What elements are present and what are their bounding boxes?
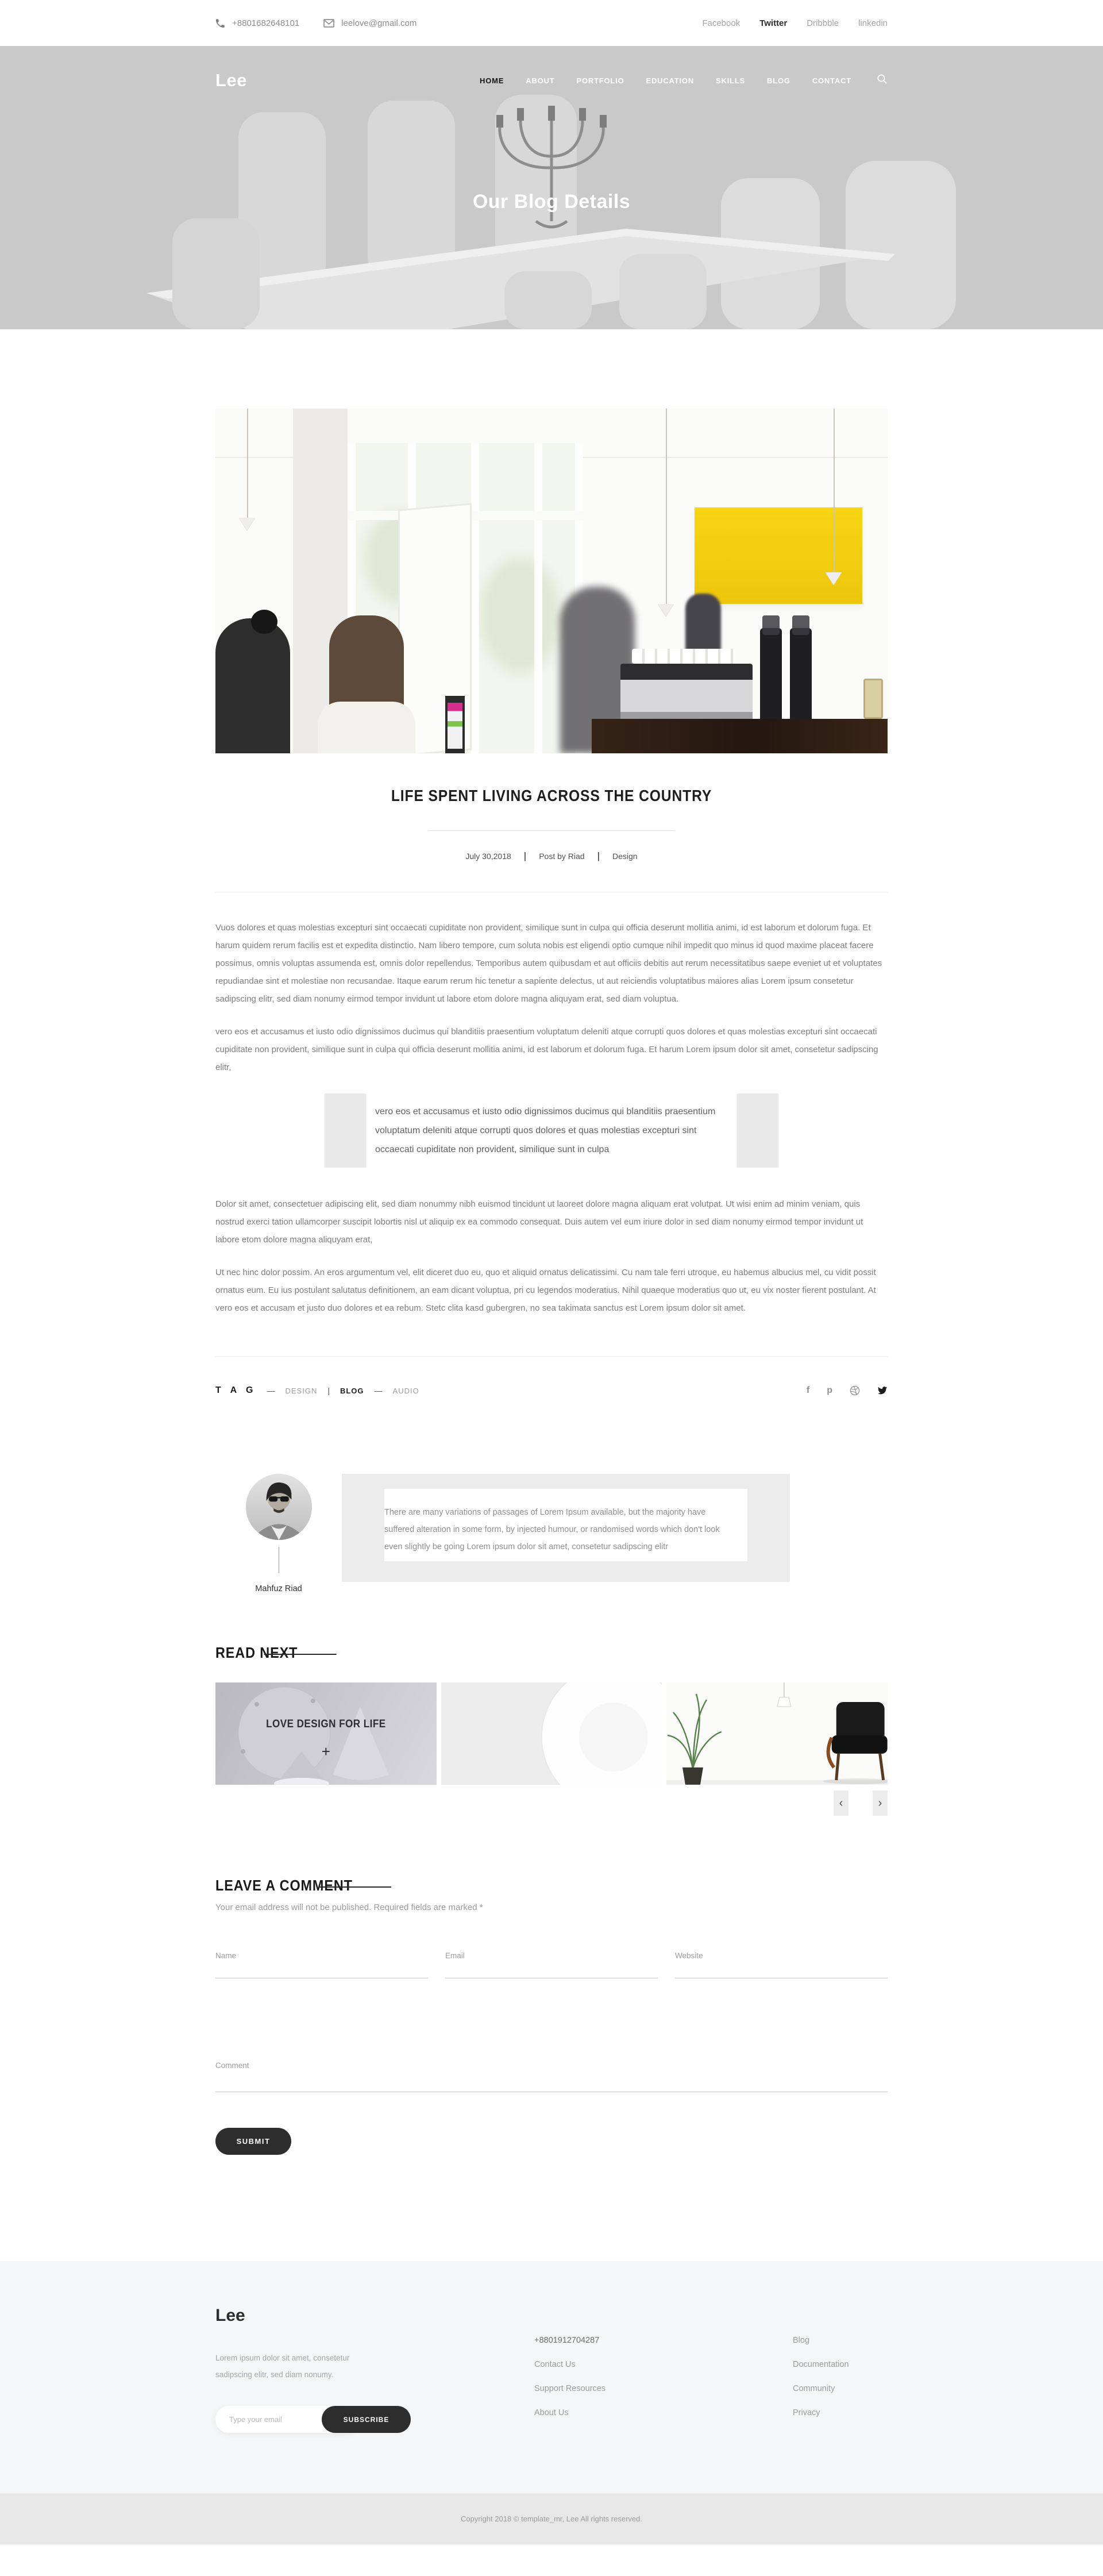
- newsletter-form: [215, 2406, 411, 2433]
- topbar: [0, 0, 1103, 46]
- phone-icon: [215, 18, 225, 28]
- name-input[interactable]: [215, 1960, 428, 1978]
- footer-links-column-2: [793, 2336, 849, 2417]
- heading-line: [264, 1654, 337, 1655]
- post-author[interactable]: Post by Riad: [539, 852, 585, 861]
- tag-separator: —: [374, 1386, 383, 1395]
- dribbble-share-icon[interactable]: [850, 1385, 860, 1396]
- tag-blog[interactable]: BLOG: [340, 1386, 364, 1395]
- topbar-socials: [702, 18, 888, 28]
- copyright-bar: [0, 2493, 1103, 2544]
- heading-line: [319, 1886, 391, 1888]
- footer-brand-column: [215, 2306, 405, 2433]
- post-paragraph: Dolor sit amet, consectetuer adipiscing elit, sed diam nonummy nibh euismod tincidunt ut laoreet dolore magna aliquam erat volutpat. Ut wisi enim ad minim veniam, quis nostrud exerci tation ullamcorper suscipit lobortis nisl ut aliquip ex ea commodo consequat. Duis autem vel eum iriure dolor in sed diam nonumy eirmod tempor invidunt ut labore etom dolore magna aliquyam erat,: [215, 1199, 863, 1245]
- card1-caption: LOVE DESIGN FOR LIFE: [266, 1718, 386, 1730]
- website-label: Website: [675, 1951, 703, 1960]
- tag-heading: T A G: [215, 1385, 257, 1395]
- post-feature-image: [215, 409, 888, 753]
- meta-separator: |: [523, 850, 527, 861]
- author-quote-panel: [384, 1489, 747, 1561]
- plus-icon: +: [321, 1743, 330, 1760]
- image-counter: [592, 719, 888, 753]
- author-quote-text: There are many variations of passages of Lorem Ipsum available, but the majority have suffered alteration in some form, by injected humour, or randomised words which don't look even slightly be going Lorem ipsum dolor sit amet, consetetur sadipscing elitr: [384, 1508, 720, 1551]
- image-grinder-hopper: [762, 615, 780, 635]
- post-paragraph: Vuos dolores et quas molestias excepturi sint occaecati cupiditate non provident, similique sunt in culpa qui officia deserunt mollitia animi, id est laborum et dolorum fuga. Et harum quidem rerum facilis est et expedita distinctio. Nam libero tempore, cum soluta nobis est eligendi optio cumque nihil impedit quo minus id quod maxime placeat facere possimus, omnis voluptas assumenda est, omnis dolor repellendus. Temporibus autem quibusdam et aut officiis debitis aut rerum necessitatibus saepe eveniet ut et voluptates repudiandae sint et molestiae non recusandae. Itaque earum rerum hic tenetur a sapiente delectus, ut aut reiciendis voluptatibus maiores alias Lorem ipsum consetetur sadipscing elitr, sed diam nonumy eirmod tempor invidunt ut labore etom dolore magna aliquyam erat, sed diam voluptua.: [215, 923, 882, 1004]
- nav-item-portfolio[interactable]: PORTFOLIO: [576, 76, 624, 85]
- image-pendant-light: [666, 409, 667, 604]
- social-link-dribbble[interactable]: Dribbble: [807, 18, 839, 28]
- email-address: leelove@gmail.com: [341, 18, 417, 28]
- email-field-group: [445, 1951, 658, 1978]
- comment-field-group: [215, 2061, 888, 2092]
- image-espresso-machine: [620, 664, 753, 726]
- footer-link-documentation[interactable]: Documentation: [793, 2360, 849, 2369]
- image-person-center: [318, 702, 415, 753]
- image-foliage: [480, 558, 560, 673]
- author-avatar: [246, 1474, 312, 1540]
- phone-number: +8801682648101: [232, 18, 300, 28]
- image-pendant-light: [834, 409, 835, 572]
- card1-abstract-shapes: [215, 1682, 437, 1785]
- share-icons: [807, 1385, 888, 1396]
- tag-separator: |: [327, 1386, 330, 1395]
- footer-link-community[interactable]: Community: [793, 2384, 835, 2393]
- submit-button[interactable]: SUBMIT: [215, 2128, 291, 2155]
- topbar-contacts: [215, 18, 416, 28]
- read-next-card-3[interactable]: [666, 1682, 888, 1785]
- hero-banner: [0, 46, 1103, 329]
- social-link-facebook[interactable]: Facebook: [702, 18, 741, 28]
- nav-item-blog[interactable]: BLOG: [767, 76, 790, 85]
- social-link-linkedin[interactable]: linkedin: [858, 18, 888, 28]
- image-laptop-screen: [448, 703, 462, 749]
- post-paragraph: Ut nec hinc dolor possim. An eros argumentum vel, elit diceret duo eu, quo et aliquid ornatus delicatissimi. Cu nam tale ferri utroque, eu habemus albucius mel, cu vidit possit ornatus eum. Eu ius postulant salutatus definitionem, an eam dicant voluptua, pri cu legendos moderatius. Nihil quaeque moderatius quo ut, eu vix noster fierent postulant. At vero eos et accusam et justo duo dolores et ea rebum. Stetc clita kasd gubergren, no sea takimata sanctus est Lorem ipsum dolor sit amet.: [215, 1268, 876, 1313]
- read-next-carousel: [215, 1682, 888, 1785]
- image-pendant-shade: [658, 604, 674, 617]
- image-window-frame: [471, 443, 479, 753]
- blockquote-text: vero eos et accusamus et iusto odio dignissimos ducimus qui blanditiis praesentium voluptatum deleniti atque corrupti quos dolores et quas molestias excepturi sint occaecati cupiditate non provident, similique sunt in culpa: [375, 1107, 716, 1154]
- email-input[interactable]: [445, 1960, 658, 1978]
- nav-item-skills[interactable]: SKILLS: [716, 76, 746, 85]
- card2-device-image: [441, 1682, 662, 1785]
- image-pendant-shade: [826, 572, 842, 585]
- carousel-next-button[interactable]: ›: [873, 1791, 888, 1816]
- leave-comment-heading: [215, 1877, 353, 1895]
- main-nav: [0, 63, 1103, 98]
- site-logo[interactable]: Lee: [215, 70, 247, 90]
- content-divider: [215, 1356, 888, 1357]
- email-label: Email: [445, 1951, 465, 1960]
- image-yellow-panel: [695, 507, 862, 604]
- footer-link-support-resources[interactable]: Support Resources: [534, 2384, 606, 2393]
- image-coffee-grinder: [790, 628, 812, 726]
- carousel-prev-button[interactable]: ‹: [834, 1791, 849, 1816]
- post-blockquote: [325, 1093, 778, 1168]
- social-link-twitter[interactable]: Twitter: [759, 18, 788, 28]
- post-meta: [215, 850, 888, 862]
- image-person-left-hair: [251, 610, 277, 634]
- author-section: [215, 1474, 888, 1593]
- footer-link-blog[interactable]: Blog: [793, 2336, 810, 2345]
- footer-link-privacy[interactable]: Privacy: [793, 2408, 820, 2417]
- title-divider: [428, 830, 675, 831]
- image-window-frame: [534, 443, 542, 753]
- comment-input[interactable]: [215, 2070, 888, 2092]
- twitter-share-icon[interactable]: [877, 1387, 888, 1395]
- footer-links-column-1: [534, 2336, 606, 2417]
- footer-logo[interactable]: Lee: [215, 2306, 245, 2325]
- post-date: July 30,2018: [465, 852, 511, 861]
- image-cup-stack: [632, 649, 735, 664]
- read-next-card-1[interactable]: [215, 1682, 437, 1785]
- leave-comment-heading-text: LEAVE A COMMENT: [215, 1877, 353, 1894]
- footer-link-about-us[interactable]: About Us: [534, 2408, 569, 2417]
- tag-design[interactable]: DESIGN: [285, 1386, 318, 1395]
- tag-share-row: [215, 1381, 888, 1400]
- post-category[interactable]: Design: [612, 852, 638, 861]
- facebook-share-icon[interactable]: f: [806, 1385, 810, 1395]
- footer-link-contact-us[interactable]: Contact Us: [534, 2360, 576, 2369]
- image-person-left: [215, 618, 290, 753]
- name-label: Name: [215, 1951, 237, 1960]
- nav-links: [480, 74, 888, 87]
- read-next-card-2[interactable]: [441, 1682, 662, 1785]
- image-pendant-shade: [239, 518, 255, 530]
- tag-audio[interactable]: AUDIO: [392, 1386, 419, 1395]
- card3-interior-image: [666, 1682, 888, 1785]
- author-name: Mahfuz Riad: [255, 1584, 302, 1593]
- meta-separator: |: [597, 850, 600, 861]
- comment-form-note: Your email address will not be published. Required fields are marked *: [215, 1903, 483, 1912]
- image-jar: [863, 679, 883, 719]
- nav-item-about[interactable]: ABOUT: [526, 76, 555, 85]
- post-title: LIFE SPENT LIVING ACROSS THE COUNTRY: [391, 787, 712, 804]
- author-quote-box: [342, 1474, 790, 1582]
- nav-item-home[interactable]: HOME: [480, 76, 504, 85]
- author-profile: [215, 1474, 342, 1593]
- phone-contact[interactable]: [215, 18, 299, 28]
- author-avatar-image: [246, 1474, 312, 1540]
- comment-form: [215, 1951, 888, 2261]
- image-grinder-hopper: [792, 615, 809, 635]
- footer: [0, 2261, 1103, 2493]
- email-contact[interactable]: [323, 18, 416, 28]
- nav-item-education[interactable]: EDUCATION: [646, 76, 695, 85]
- carousel-nav: [215, 1791, 888, 1816]
- email-icon: [323, 19, 334, 28]
- blog-post: [0, 409, 1103, 2261]
- post-paragraph: vero eos et accusamus et iusto odio dignissimos ducimus qui blanditiis praesentium voluptatum deleniti atque corrupti quos dolores et quas molestias excepturi sint occaecati cupiditate non provident, similique sunt in culpa qui officia deserunt mollitia animi, id est laborum et dolorum fuga. Et harum Lorem ipsum dolor sit amet, consetetur sadipscing elitr,: [215, 1027, 878, 1072]
- footer-phone[interactable]: +8801912704287: [534, 2336, 600, 2345]
- subscribe-button[interactable]: SUBSCRIBE: [322, 2406, 411, 2433]
- search-icon[interactable]: [877, 74, 888, 87]
- nav-item-contact[interactable]: CONTACT: [812, 76, 851, 85]
- read-next-heading-text: READ NEXT: [215, 1644, 298, 1661]
- pinterest-share-icon[interactable]: p: [827, 1385, 832, 1395]
- copyright-text: Copyright 2018 © template_mr, Lee All rights reserved.: [461, 2515, 642, 2523]
- image-coffee-grinder: [760, 628, 782, 726]
- image-pendant-light: [247, 409, 248, 518]
- page-title: Our Blog Details: [472, 191, 631, 213]
- website-input[interactable]: [675, 1960, 888, 1978]
- tag-separator: —: [267, 1386, 275, 1395]
- footer-about-text: Lorem ipsum dolor sit amet, consetetur sadipscing elitr, sed diam nonumy.: [215, 2354, 350, 2379]
- tag-list: [215, 1385, 419, 1396]
- read-next-heading: [215, 1644, 298, 1662]
- comment-label: Comment: [215, 2061, 249, 2070]
- website-field-group: [675, 1951, 888, 1978]
- name-field-group: [215, 1951, 428, 1978]
